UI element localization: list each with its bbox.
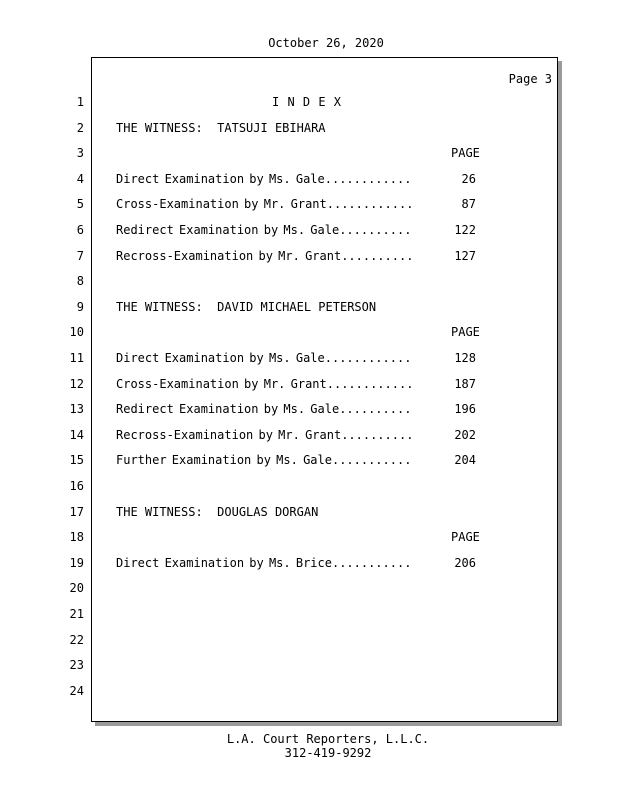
transcript-line (0, 300, 618, 316)
transcript-line (0, 581, 618, 597)
transcript-line (0, 453, 618, 469)
entry-page-number: 187 (454, 376, 476, 391)
examination-entry: Further Examination by Ms. Gale........... (116, 453, 412, 468)
transcript-line (0, 556, 618, 572)
transcript-line (0, 274, 618, 290)
examination-entry: Recross-Examination by Mr. Grant.......... (116, 427, 414, 442)
examination-entry: Direct Examination by Ms. Gale............ (116, 351, 412, 365)
transcript-line (0, 351, 618, 367)
transcript-line (0, 377, 618, 393)
entry-page-number: 196 (454, 402, 476, 417)
footer-phone: 312-419-9292 (284, 746, 372, 760)
entry-page-number: 202 (454, 427, 476, 442)
transcript-line (0, 479, 618, 495)
transcript-line (0, 223, 618, 239)
examination-entry: Redirect Examination by Ms. Gale.......... (116, 402, 412, 417)
transcript-date: October 26, 2020 (268, 36, 384, 50)
witness-heading: THE WITNESS: DOUGLAS DORGAN (116, 504, 319, 519)
line-number: 10 (69, 325, 84, 340)
transcript-line (0, 633, 618, 649)
transcript-line (0, 172, 618, 188)
transcript-line (0, 658, 618, 674)
transcript-line (0, 505, 618, 521)
page-column-heading: PAGE (451, 146, 480, 161)
entry-page-number: 127 (454, 248, 476, 263)
line-number: 14 (69, 427, 84, 442)
line-number: 18 (69, 530, 84, 545)
witness-heading: THE WITNESS: DAVID MICHAEL PETERSON (116, 299, 377, 314)
witness-heading: THE WITNESS: TATSUJI EBIHARA (116, 120, 326, 135)
entry-page-number: 122 (454, 223, 476, 237)
index-title: I N D E X (272, 95, 342, 109)
transcript-line (0, 95, 618, 111)
line-number: 12 (69, 376, 84, 391)
line-number: 20 (69, 581, 84, 596)
line-number: 3 (76, 146, 84, 161)
line-number: 19 (69, 555, 84, 570)
line-number: 17 (69, 504, 84, 519)
line-number: 2 (76, 120, 84, 135)
examination-entry: Redirect Examination by Ms. Gale.......... (116, 223, 412, 237)
examination-entry: Direct Examination by Ms. Brice........... (116, 555, 412, 570)
footer-company: L.A. Court Reporters, L.L.C. (226, 732, 430, 746)
page-number: Page 3 (508, 72, 552, 86)
examination-entry: Cross-Examination by Mr. Grant............ (116, 197, 414, 212)
entry-page-number: 87 (461, 197, 476, 212)
transcript-line (0, 428, 618, 444)
page-column-heading: PAGE (451, 530, 480, 545)
page-column-heading: PAGE (451, 325, 480, 340)
transcript-line (0, 325, 618, 341)
transcript-line (0, 146, 618, 162)
line-number: 13 (69, 402, 84, 417)
entry-page-number: 26 (461, 171, 476, 186)
line-number: 24 (69, 683, 84, 698)
line-number: 21 (69, 607, 84, 621)
line-number: 22 (69, 632, 84, 647)
line-number: 4 (76, 171, 84, 186)
line-number: 16 (69, 479, 84, 493)
line-number: 6 (76, 223, 84, 237)
transcript-line (0, 249, 618, 265)
line-number: 23 (69, 658, 84, 673)
line-number: 15 (69, 453, 84, 468)
line-number: 8 (76, 274, 84, 289)
entry-page-number: 204 (454, 453, 476, 468)
transcript-line (0, 402, 618, 418)
examination-entry: Cross-Examination by Mr. Grant............ (116, 376, 414, 391)
transcript-line (0, 530, 618, 546)
transcript-line (0, 607, 618, 623)
line-number: 1 (76, 95, 84, 109)
line-number: 5 (76, 197, 84, 212)
entry-page-number: 206 (454, 555, 476, 570)
line-number: 7 (76, 248, 84, 263)
examination-entry: Direct Examination by Ms. Gale............ (116, 171, 412, 186)
transcript-line (0, 121, 618, 137)
transcript-line (0, 197, 618, 213)
line-number: 9 (76, 299, 84, 314)
entry-page-number: 128 (454, 351, 476, 365)
examination-entry: Recross-Examination by Mr. Grant.......... (116, 248, 414, 263)
transcript-line (0, 684, 618, 700)
line-number: 11 (69, 351, 84, 365)
